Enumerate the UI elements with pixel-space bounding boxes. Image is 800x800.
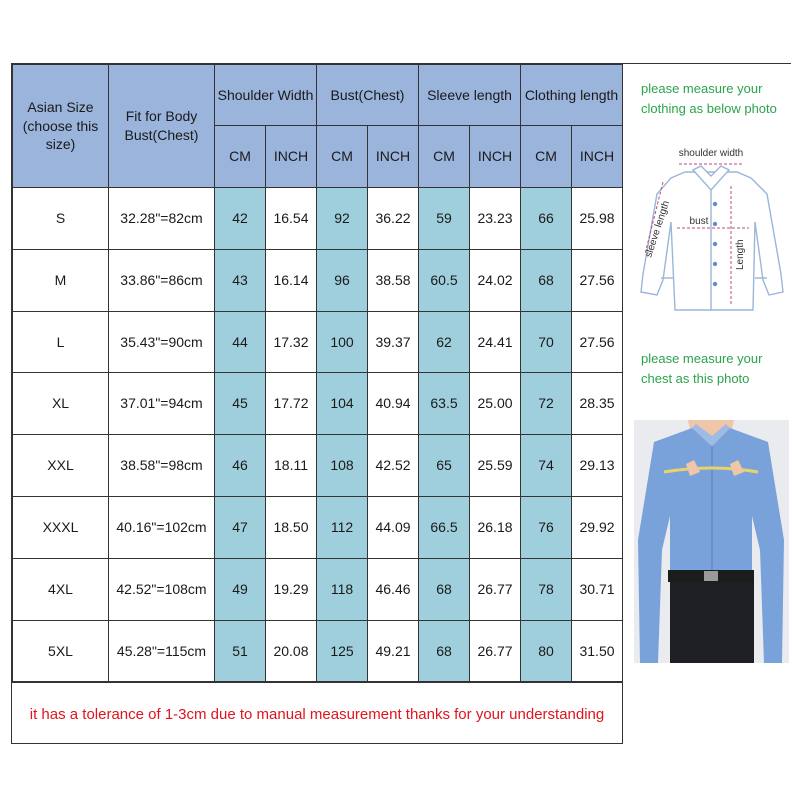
inch-value-cell: 39.37	[368, 311, 419, 373]
inch-value-cell: 24.02	[470, 249, 521, 311]
size-cell: M	[13, 249, 109, 311]
inch-value-cell: 29.92	[572, 496, 623, 558]
size-cell: XXL	[13, 435, 109, 497]
inch-value-cell: 24.41	[470, 311, 521, 373]
unit-inch-header: INCH	[266, 126, 317, 188]
inch-value-cell: 16.14	[266, 249, 317, 311]
inch-value-cell: 25.59	[470, 435, 521, 497]
size-chart	[11, 63, 791, 744]
inch-value-cell: 23.23	[470, 188, 521, 250]
cm-value-cell: 74	[521, 435, 572, 497]
table-row	[13, 249, 623, 311]
inch-value-cell: 38.58	[368, 249, 419, 311]
inch-value-cell: 16.54	[266, 188, 317, 250]
cm-value-cell: 80	[521, 620, 572, 682]
inch-value-cell: 26.77	[470, 558, 521, 620]
cm-value-cell: 76	[521, 496, 572, 558]
inch-value-cell: 27.56	[572, 311, 623, 373]
cm-value-cell: 68	[521, 249, 572, 311]
inch-value-cell: 36.22	[368, 188, 419, 250]
inch-value-cell: 28.35	[572, 373, 623, 435]
cm-value-cell: 46	[215, 435, 266, 497]
size-cell: XL	[13, 373, 109, 435]
inch-value-cell: 40.94	[368, 373, 419, 435]
cm-value-cell: 68	[419, 620, 470, 682]
cm-value-cell: 70	[521, 311, 572, 373]
size-column-header: Asian Size (choose this size)	[13, 65, 109, 188]
cm-value-cell: 125	[317, 620, 368, 682]
cm-value-cell: 65	[419, 435, 470, 497]
fit-cell: 33.86"=86cm	[109, 249, 215, 311]
inch-value-cell: 26.77	[470, 620, 521, 682]
table-row	[13, 435, 623, 497]
fit-cell: 35.43"=90cm	[109, 311, 215, 373]
inch-value-cell: 17.72	[266, 373, 317, 435]
unit-inch-header: INCH	[368, 126, 419, 188]
cm-value-cell: 51	[215, 620, 266, 682]
cm-value-cell: 66.5	[419, 496, 470, 558]
size-table	[12, 64, 623, 682]
measure-guide-panel	[622, 64, 791, 744]
cm-value-cell: 108	[317, 435, 368, 497]
sleeve-length-header: Sleeve length	[419, 65, 521, 126]
cm-value-cell: 44	[215, 311, 266, 373]
inch-value-cell: 17.32	[266, 311, 317, 373]
fit-cell: 42.52"=108cm	[109, 558, 215, 620]
cm-value-cell: 42	[215, 188, 266, 250]
tolerance-note: it has a tolerance of 1-3cm due to manual measurement thanks for your understanding	[12, 682, 622, 745]
table-row	[13, 558, 623, 620]
fit-cell: 45.28"=115cm	[109, 620, 215, 682]
shirt-diagram-icon	[633, 142, 788, 312]
clothing-length-header: Clothing length	[521, 65, 623, 126]
inch-value-cell: 19.29	[266, 558, 317, 620]
size-cell: 4XL	[13, 558, 109, 620]
inch-value-cell: 42.52	[368, 435, 419, 497]
unit-cm-header: CM	[521, 126, 572, 188]
cm-value-cell: 59	[419, 188, 470, 250]
fit-cell: 38.58"=98cm	[109, 435, 215, 497]
length-label: Length	[735, 239, 746, 270]
unit-inch-header: INCH	[470, 126, 521, 188]
unit-cm-header: CM	[419, 126, 470, 188]
inch-value-cell: 46.46	[368, 558, 419, 620]
cm-value-cell: 72	[521, 373, 572, 435]
table-row	[13, 373, 623, 435]
inch-value-cell: 29.13	[572, 435, 623, 497]
measuring-tape-icon	[634, 420, 789, 663]
inch-value-cell: 20.08	[266, 620, 317, 682]
cm-value-cell: 100	[317, 311, 368, 373]
cm-value-cell: 63.5	[419, 373, 470, 435]
cm-value-cell: 62	[419, 311, 470, 373]
cm-value-cell: 68	[419, 558, 470, 620]
measure-chest-caption: please measure your chest as this photo	[641, 351, 763, 386]
bust-label: bust	[689, 216, 709, 227]
cm-value-cell: 47	[215, 496, 266, 558]
size-rows	[13, 188, 623, 682]
measuring-chest-photo	[634, 420, 789, 663]
inch-value-cell: 18.50	[266, 496, 317, 558]
inch-value-cell: 44.09	[368, 496, 419, 558]
size-cell: S	[13, 188, 109, 250]
unit-cm-header: CM	[317, 126, 368, 188]
fit-cell: 37.01"=94cm	[109, 373, 215, 435]
table-row	[13, 620, 623, 682]
size-cell: 5XL	[13, 620, 109, 682]
shoulder-width-label: shoulder width	[678, 148, 744, 159]
cm-value-cell: 49	[215, 558, 266, 620]
size-cell: XXXL	[13, 496, 109, 558]
unit-cm-header: CM	[215, 126, 266, 188]
cm-value-cell: 104	[317, 373, 368, 435]
bust-header: Bust(Chest)	[317, 65, 419, 126]
inch-value-cell: 27.56	[572, 249, 623, 311]
sleeve-length-label: sleeve length	[643, 199, 673, 259]
cm-value-cell: 92	[317, 188, 368, 250]
cm-value-cell: 96	[317, 249, 368, 311]
unit-inch-header: INCH	[572, 126, 623, 188]
cm-value-cell: 43	[215, 249, 266, 311]
inch-value-cell: 18.11	[266, 435, 317, 497]
fit-cell: 32.28"=82cm	[109, 188, 215, 250]
measure-clothing-caption: please measure your clothing as below photo	[641, 81, 777, 116]
inch-value-cell: 26.18	[470, 496, 521, 558]
table-row	[13, 496, 623, 558]
inch-value-cell: 25.98	[572, 188, 623, 250]
inch-value-cell: 31.50	[572, 620, 623, 682]
fit-column-header: Fit for Body Bust(Chest)	[109, 65, 215, 188]
cm-value-cell: 60.5	[419, 249, 470, 311]
size-cell: L	[13, 311, 109, 373]
cm-value-cell: 45	[215, 373, 266, 435]
shoulder-width-header: Shoulder Width	[215, 65, 317, 126]
table-row	[13, 188, 623, 250]
fit-cell: 40.16"=102cm	[109, 496, 215, 558]
inch-value-cell: 30.71	[572, 558, 623, 620]
table-row	[13, 311, 623, 373]
cm-value-cell: 78	[521, 558, 572, 620]
cm-value-cell: 118	[317, 558, 368, 620]
inch-value-cell: 49.21	[368, 620, 419, 682]
cm-value-cell: 66	[521, 188, 572, 250]
cm-value-cell: 112	[317, 496, 368, 558]
inch-value-cell: 25.00	[470, 373, 521, 435]
